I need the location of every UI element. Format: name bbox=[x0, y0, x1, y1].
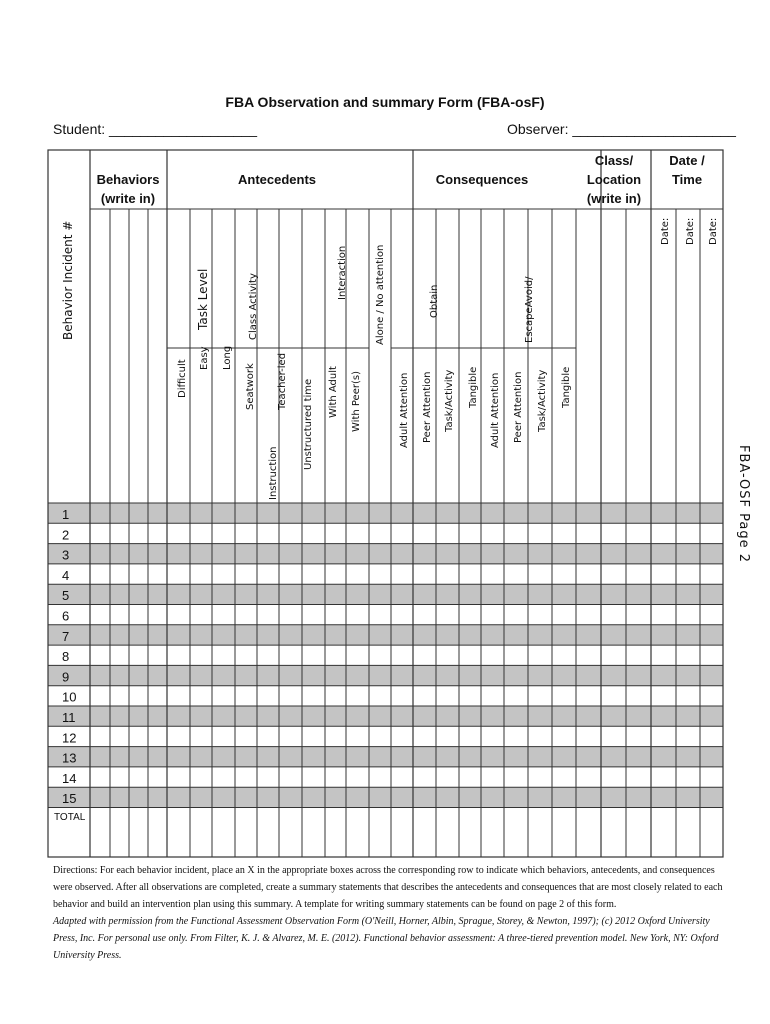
observer-field[interactable]: Observer: _____________________ bbox=[507, 121, 736, 137]
shaded-row bbox=[48, 665, 723, 685]
shaded-row bbox=[48, 787, 723, 807]
column-date3: Date: bbox=[708, 217, 719, 245]
row-number: 10 bbox=[62, 689, 77, 705]
directions bbox=[53, 862, 723, 964]
citation-text: Adapted with permission from the Functional Assessment Observation Form (O'Neill, Horner, Albin, Sprague, Storey, & Newton, 1997); (c) 2012 Oxford University Press, Inc. For personal use only. From Filter, K. J. & Alvarez, M. E. (2012). Functional behavior assessment: A three-tiered prevention model. New York, NY: Oxford University Press. bbox=[53, 916, 719, 961]
date-header: Date / bbox=[669, 153, 705, 168]
column-easy: Easy bbox=[199, 346, 210, 370]
obtain-header: Obtain bbox=[429, 284, 440, 318]
class-header: Class/ bbox=[594, 153, 634, 168]
behaviors-subheader: (write in) bbox=[100, 191, 156, 206]
student-field[interactable]: Student: ___________________ bbox=[53, 121, 257, 137]
row-number: 7 bbox=[62, 628, 70, 644]
interaction-header: Interaction bbox=[337, 245, 348, 300]
date-header: Time bbox=[671, 172, 703, 187]
column-escape-tangible: Tangible bbox=[561, 366, 572, 408]
shaded-row bbox=[48, 584, 723, 604]
shaded-row bbox=[48, 503, 723, 523]
row-number: 15 bbox=[62, 791, 77, 807]
class-header: Location bbox=[586, 172, 642, 187]
column-escape-adult: Adult Attention bbox=[490, 372, 501, 448]
class-activity-header: Class Activity bbox=[248, 273, 259, 340]
row-number: 2 bbox=[62, 527, 70, 543]
behaviors-header: Behaviors bbox=[96, 172, 160, 187]
column-unstructured: Unstructured time bbox=[303, 378, 314, 470]
row-number: 6 bbox=[62, 608, 70, 624]
column-escape-peer: Peer Attention bbox=[513, 371, 524, 443]
row-number: 9 bbox=[62, 669, 70, 685]
task-level-header: Task Level bbox=[196, 268, 210, 330]
column-date1: Date: bbox=[660, 217, 671, 245]
column-with-adult: With Adult bbox=[328, 366, 339, 418]
column-instruction: Instruction bbox=[268, 446, 279, 500]
antecedents-header: Antecedents bbox=[237, 172, 317, 187]
shaded-row bbox=[48, 544, 723, 564]
row-number: 3 bbox=[62, 547, 70, 563]
row-number: 1 bbox=[62, 507, 70, 522]
column-difficult: Difficult bbox=[177, 359, 188, 398]
row-number: 12 bbox=[62, 730, 77, 746]
column-with-peers: With Peer(s) bbox=[351, 371, 362, 432]
column-teacher-led: Teacher-led bbox=[277, 352, 288, 410]
form-title: FBA Observation and summary Form (FBA-osF) bbox=[225, 94, 545, 110]
row-number: 5 bbox=[62, 588, 70, 604]
row-number: 13 bbox=[62, 750, 77, 766]
row-number: 11 bbox=[62, 710, 76, 725]
class-header: (write in) bbox=[586, 191, 642, 206]
column-obtain-task: Task/Activity bbox=[444, 369, 455, 432]
column-long: Long bbox=[222, 345, 233, 370]
column-date2: Date: bbox=[685, 217, 696, 245]
row-number: 4 bbox=[62, 567, 70, 583]
escape-avoid-header: EscapeAvoid/ bbox=[524, 276, 535, 343]
directions-text: Directions: For each behavior incident, place an X in the appropriate boxes across the corresponding row to indicate which behaviors, antecedents, and consequences were observed. After all observations are completed, create a summary statements that describes the antecedents and consequences that are most closely related to each behavior and build an intervention plan using this summary. A template for writing summary statements can be found on page 2 of this form. bbox=[53, 865, 723, 910]
column-seatwork: Seatwork bbox=[245, 363, 256, 410]
row-number: 14 bbox=[62, 770, 77, 786]
consequences-header: Consequences bbox=[435, 172, 529, 187]
incident-header: Behavior Incident # bbox=[61, 220, 75, 340]
shaded-row bbox=[48, 706, 723, 726]
column-obtain-peer: Peer Attention bbox=[422, 371, 433, 443]
column-alone: Alone / No attention bbox=[375, 244, 386, 345]
column-obtain-adult: Adult Attention bbox=[399, 372, 410, 448]
shaded-row bbox=[48, 747, 723, 767]
column-obtain-tangible: Tangible bbox=[468, 366, 479, 408]
row-number: 8 bbox=[62, 649, 70, 665]
total-label: TOTAL bbox=[54, 812, 86, 823]
shaded-row bbox=[48, 625, 723, 645]
column-escape-task: Task/Activity bbox=[537, 369, 548, 432]
page-label: FBA-OSF Page 2 bbox=[736, 445, 751, 564]
